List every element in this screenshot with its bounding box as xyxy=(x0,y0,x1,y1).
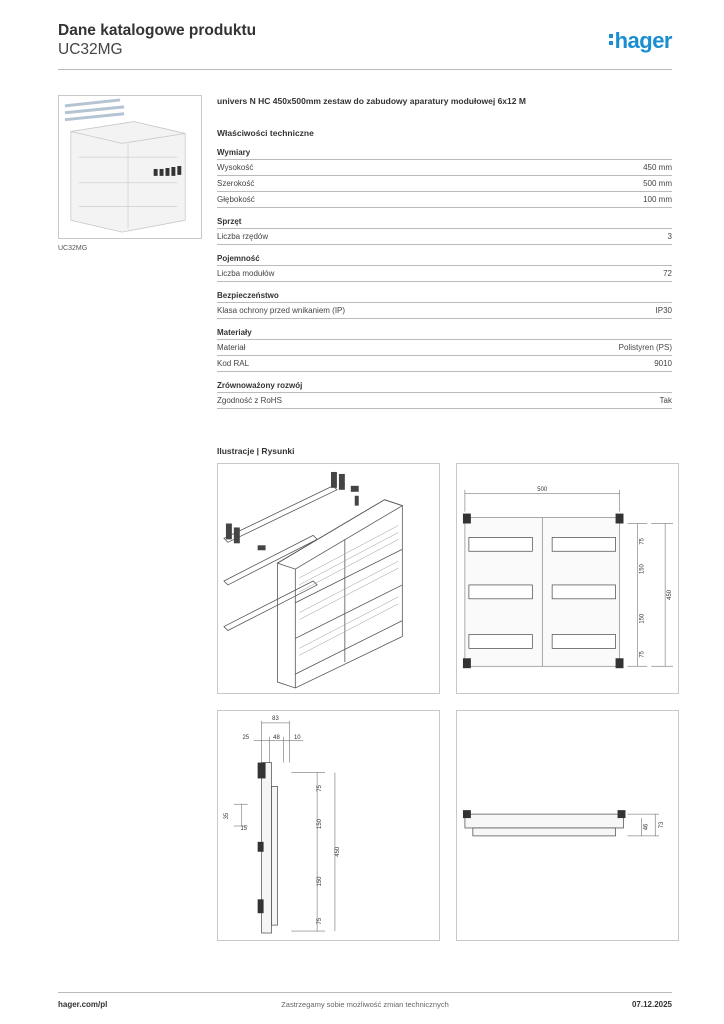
thumbnail-label: UC32MG xyxy=(58,245,88,252)
page-footer xyxy=(58,992,672,1016)
spec-group-title: Pojemność xyxy=(217,245,672,266)
spec-group-title: Wymiary xyxy=(217,141,672,160)
illustration-front-view xyxy=(456,463,679,694)
spec-label: Szerokość xyxy=(217,179,255,188)
spec-value: 3 xyxy=(667,232,672,241)
side-dim-h-mid1: 150 xyxy=(317,819,324,829)
spec-label: Klasa ochrony przed wnikaniem (IP) xyxy=(217,306,346,315)
spec-label: Zgodność z RoHS xyxy=(217,396,282,405)
illustration-isometric xyxy=(217,463,440,694)
spec-row xyxy=(217,266,672,282)
spec-value: 450 mm xyxy=(643,163,672,172)
spec-row xyxy=(217,356,672,372)
side-dim-h-mid2: 150 xyxy=(317,876,324,887)
product-photo-icon xyxy=(59,96,201,238)
front-dim-row-bottom: 75 xyxy=(639,651,646,658)
spec-row xyxy=(217,393,672,409)
spec-group-title: Materiały xyxy=(217,319,672,340)
technical-properties-title: Właściwości techniczne xyxy=(217,128,314,138)
logo-dots-icon xyxy=(609,34,614,48)
spec-row xyxy=(217,229,672,245)
spec-value: IP30 xyxy=(655,306,672,315)
illustration-bottom-view xyxy=(456,710,679,941)
spec-label: Wysokość xyxy=(217,163,254,172)
spec-value: 9010 xyxy=(654,359,672,368)
front-dim-width: 500 xyxy=(537,486,548,493)
spec-label: Liczba rzędów xyxy=(217,232,269,241)
front-dim-row-top: 75 xyxy=(639,538,646,545)
illustrations-title: Ilustracje | Rysunki xyxy=(217,446,295,456)
spec-row xyxy=(217,340,672,356)
spec-value: Tak xyxy=(659,396,672,405)
side-dim-h-total: 450 xyxy=(334,846,341,857)
front-dim-row-mid1: 150 xyxy=(639,564,646,575)
spec-value: 100 mm xyxy=(643,195,672,204)
side-dim-h-top: 75 xyxy=(317,785,324,792)
footer-notice: Zastrzegamy sobie możliwość zmian technicznych xyxy=(281,1000,449,1009)
hager-logo: hager xyxy=(609,28,672,54)
product-thumbnail xyxy=(58,95,202,239)
side-dim-d6: 15 xyxy=(240,825,248,832)
front-dim-row-mid2: 150 xyxy=(639,613,646,624)
footer-date: 07.12.2025 xyxy=(631,1000,672,1009)
spec-value: 500 mm xyxy=(643,179,672,188)
footer-website-link[interactable]: hager.com/pl xyxy=(58,1000,108,1009)
bottom-dim-d1: 46 xyxy=(643,823,650,831)
side-dim-d3: 48 xyxy=(273,734,280,741)
spec-label: Głębokość xyxy=(217,195,255,204)
spec-groups xyxy=(217,141,672,409)
page-header xyxy=(58,22,672,70)
spec-row xyxy=(217,160,672,176)
spec-row xyxy=(217,192,672,208)
product-code: UC32MG xyxy=(58,41,123,58)
spec-row xyxy=(217,176,672,192)
specifications xyxy=(217,96,672,409)
spec-label: Liczba modułów xyxy=(217,269,275,278)
front-dim-height: 450 xyxy=(667,589,674,600)
spec-group-title: Sprzęt xyxy=(217,208,672,229)
spec-value: 72 xyxy=(663,269,672,278)
side-dim-d2: 25 xyxy=(242,734,250,741)
spec-label: Materiał xyxy=(217,343,246,352)
side-dim-h-bottom: 75 xyxy=(317,917,324,925)
spec-row xyxy=(217,303,672,319)
illustration-side-view xyxy=(217,710,440,941)
side-dim-d5: 35 xyxy=(223,812,230,820)
spec-value: Polistyren (PS) xyxy=(618,343,672,352)
bottom-dim-d2: 73 xyxy=(659,821,666,829)
product-description: univers N HC 450x500mm zestaw do zabudowy aparatury modułowej 6x12 M xyxy=(217,96,526,106)
document-title: Dane katalogowe produktu xyxy=(58,22,257,39)
spec-label: Kod RAL xyxy=(217,359,250,368)
spec-group-title: Zrównoważony rozwój xyxy=(217,372,672,393)
side-dim-d1: 83 xyxy=(272,715,279,722)
spec-group-title: Bezpieczeństwo xyxy=(217,282,672,303)
side-dim-d4: 10 xyxy=(293,734,301,741)
